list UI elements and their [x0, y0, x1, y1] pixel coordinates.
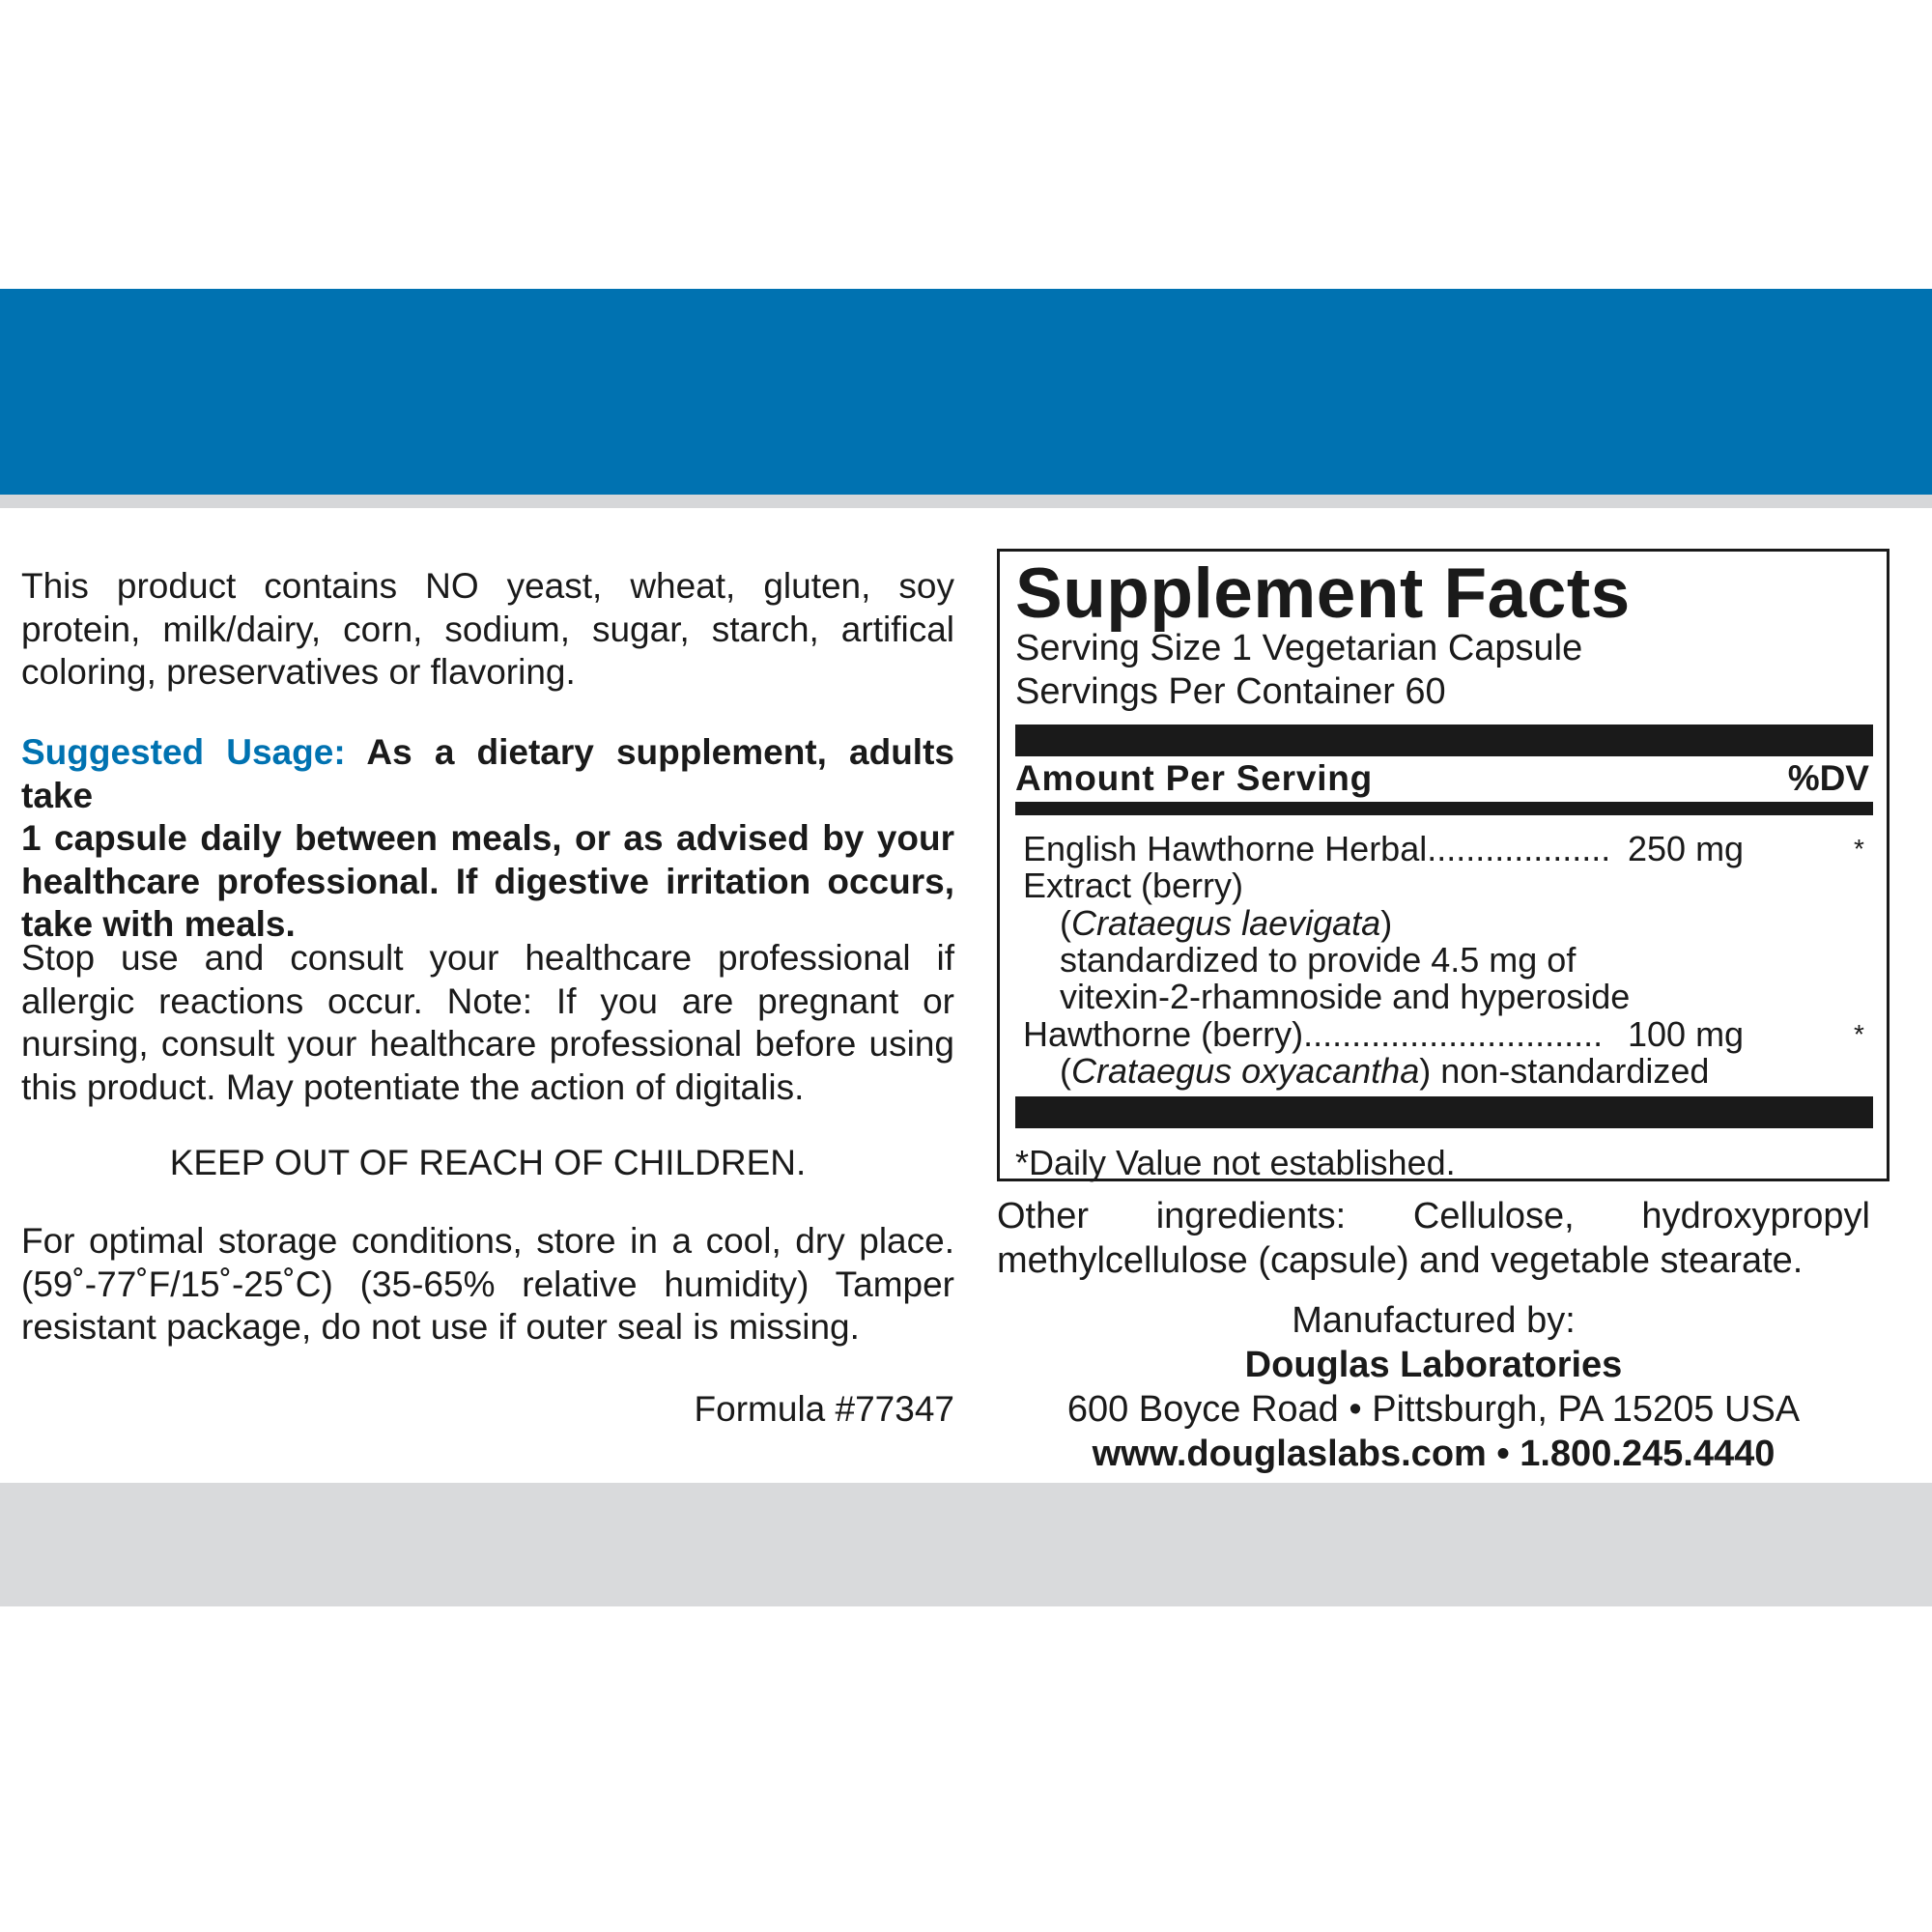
company-name: Douglas Laboratories — [1244, 1345, 1623, 1385]
servings-per-container: Servings Per Container 60 — [1015, 671, 1446, 712]
serving-size: Serving Size 1 Vegetarian Capsule — [1015, 628, 1583, 668]
paren: ( — [1060, 1051, 1071, 1091]
daily-value-footnote: *Daily Value not established. — [1015, 1143, 1456, 1182]
ingredient-amount: 100 mg — [1628, 1014, 1745, 1054]
storage-line: For optimal storage conditions, store in a cool, dry place. — [21, 1221, 954, 1261]
amount-per-serving-header: Amount Per Serving — [1015, 758, 1374, 798]
manufactured-by-label: Manufactured by: — [1292, 1300, 1576, 1341]
ingredient-name: English Hawthorne Herbal — [1023, 829, 1428, 868]
storage-line: (59˚-77˚F/15˚-25˚C) (35-65% relative humidity) Tamper — [21, 1264, 954, 1304]
ingredient-detail: standardized to provide 4.5 mg of — [1060, 940, 1577, 980]
manufacturer-info — [997, 1298, 1870, 1476]
ingredient-latin-name — [1060, 905, 1392, 942]
daily-value-header: %DV — [1787, 758, 1869, 798]
usage-line: As a dietary supplement, adults take — [21, 732, 954, 815]
warning-statement — [21, 937, 954, 1109]
facts-thin-rule — [1015, 802, 1873, 815]
ingredient-dv: * — [1854, 834, 1864, 864]
leader-dots: ................... — [1427, 829, 1611, 868]
suggested-usage-label: Suggested Usage: — [21, 732, 346, 772]
usage-line: take with meals. — [21, 904, 296, 944]
company-contact: www.douglaslabs.com • 1.800.245.4440 — [1092, 1434, 1776, 1474]
ingredient-detail: vitexin-2-rhamnoside and hyperoside — [1060, 977, 1631, 1016]
supplement-facts-panel — [997, 549, 1889, 1181]
storage-line: resistant package, do not use if outer seal is missing. — [21, 1307, 860, 1347]
ingredient-name: Hawthorne (berry) — [1023, 1014, 1304, 1054]
ingredient-name-continued: Extract (berry) — [1023, 866, 1244, 905]
ingredient-row-english-hawthorne — [1023, 831, 1610, 867]
warning-line: Stop use and consult your healthcare professional if — [21, 938, 954, 978]
warning-line: allergic reactions occur. Note: If you are pregnant or — [21, 980, 954, 1021]
usage-line: 1 capsule daily between meals, or as advised by your — [21, 818, 954, 858]
facts-thick-rule — [1015, 724, 1873, 756]
ingredient-dv: * — [1854, 1019, 1864, 1049]
allergen-free-statement — [21, 565, 954, 695]
other-ingredients-line: Other ingredients: Cellulose, hydroxypropyl — [997, 1196, 1870, 1236]
usage-line: healthcare professional. If digestive irritation occurs, — [21, 861, 954, 901]
keep-out-of-reach: KEEP OUT OF REACH OF CHILDREN. — [169, 1143, 807, 1182]
warning-line: nursing, consult your healthcare professional before using — [21, 1024, 954, 1064]
ingredient-latin-name — [1060, 1053, 1709, 1090]
bottom-gray-band — [0, 1483, 1932, 1606]
paren: ) — [1419, 1051, 1432, 1091]
company-address: 600 Boyce Road • Pittsburgh, PA 15205 USA — [1066, 1389, 1801, 1430]
paren: ) — [1380, 903, 1393, 943]
other-ingredients-line: methylcellulose (capsule) and vegetable stearate. — [997, 1240, 1804, 1281]
paren: ( — [1060, 903, 1071, 943]
warning-line: this product. May potentiate the action of digitalis. — [21, 1066, 805, 1107]
storage-statement — [21, 1220, 954, 1350]
ingredient-detail: non-standardized — [1431, 1051, 1710, 1091]
allergen-line: This product contains NO yeast, wheat, gluten, soy — [21, 566, 954, 606]
top-brand-band — [0, 289, 1932, 495]
leader-dots: ............................... — [1303, 1014, 1604, 1054]
latin-name: Crataegus laevigata — [1071, 903, 1381, 943]
allergen-line: coloring, preservatives or flavoring. — [21, 652, 576, 692]
ingredient-amount: 250 mg — [1628, 829, 1745, 868]
ingredient-row-hawthorne — [1023, 1016, 1603, 1053]
formula-number: Formula #77347 — [694, 1389, 954, 1429]
band-divider — [0, 495, 1932, 508]
latin-name: Crataegus oxyacantha — [1071, 1051, 1420, 1091]
allergen-line: protein, milk/dairy, corn, sodium, sugar, starch, artifical — [21, 609, 954, 649]
suggested-usage — [21, 731, 954, 947]
supplement-facts-title: Supplement Facts — [1015, 554, 1631, 633]
facts-thick-rule — [1015, 1096, 1873, 1128]
other-ingredients — [997, 1194, 1870, 1283]
